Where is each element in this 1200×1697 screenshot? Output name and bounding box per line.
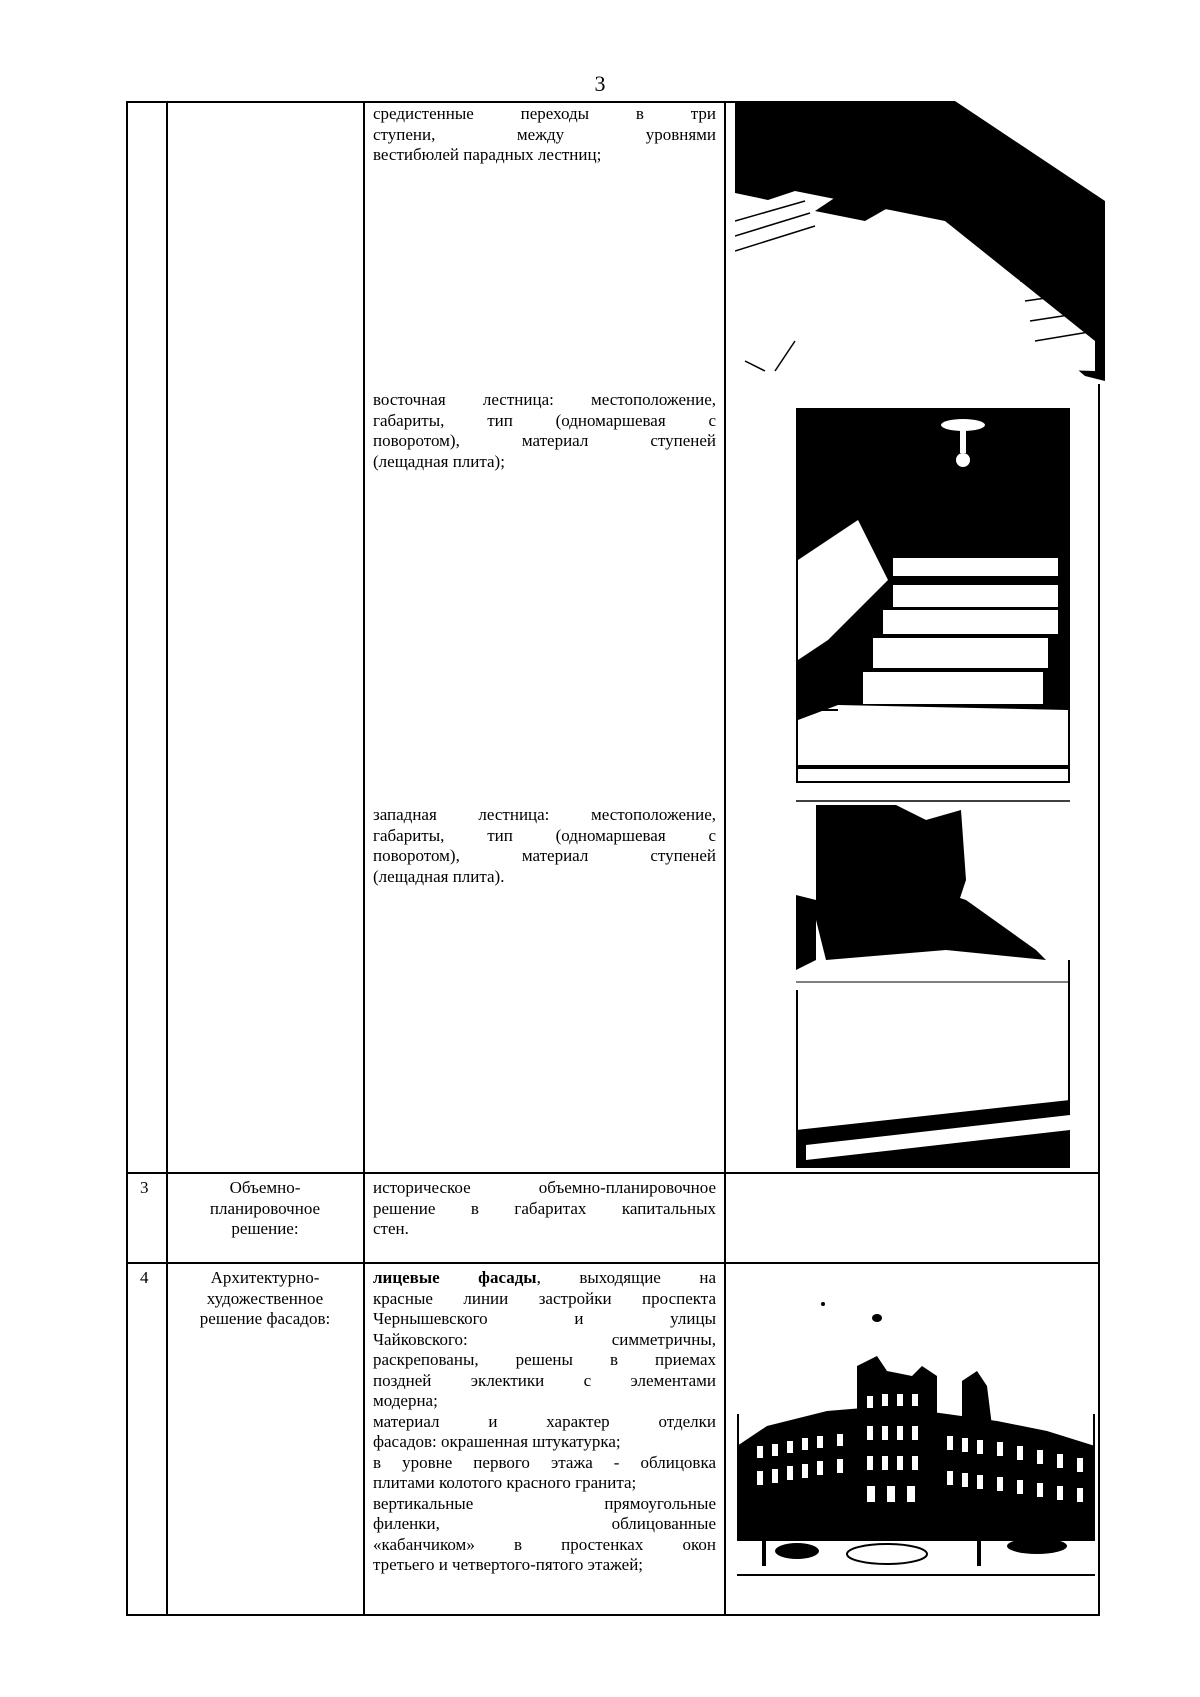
list-item-west-staircase: западная лестница: местоположение, габариты, тип (одномаршевая с поворотом), материал ступеней (лещадная плита). (373, 805, 716, 886)
list-item-east-staircase: восточная лестница: местоположение, габариты, тип (одномаршевая с поворотом), материал ступеней (лещадная плита); (373, 390, 716, 471)
row-title-volume-planning: Объемно- планировочное решение: (209, 1178, 321, 1238)
table-row-divider (126, 1262, 1100, 1264)
table-row-divider (126, 1172, 1100, 1174)
row-description-facades: лицевые фасады, выходящие на красные линии застройки проспекта Чернышевского и улицы Чайковского: симметричны, раскрепованы, решены в приемах поздней эклектики с элементами модерна; материал и характер отделки фасадов: окрашенная штукатурка; в уровне первого этажа - облицовка плитами колотого красного гранита; вертикальные прямоугольные филенки, облицованные «кабанчиком» в простенках окон третьего и четвертого-пятого этажей; (373, 1268, 716, 1574)
page-number: 3 (594, 71, 606, 96)
table-column-divider (724, 101, 726, 1616)
bold-lead-text: лицевые фасады (373, 1268, 537, 1287)
photo-east-staircase (796, 408, 1070, 783)
table-column-divider (166, 101, 168, 1616)
row-number: 3 (140, 1178, 149, 1197)
photo-building-facade (737, 1296, 1095, 1576)
table-column-divider (363, 101, 365, 1616)
list-item-mid-wall-passages: средистенные переходы в три ступени, между уровнями вестибюлей парадных лестниц; (373, 104, 716, 164)
photo-mid-wall-steps (735, 101, 1115, 384)
row-number: 4 (140, 1268, 149, 1287)
row-description-volume-planning: историческое объемно-планировочное решение в габаритах капитальных стен. (373, 1178, 716, 1238)
row-title-facades: Архитектурно- художественное решение фасадов: (199, 1268, 331, 1328)
photo-west-staircase (796, 800, 1070, 1168)
